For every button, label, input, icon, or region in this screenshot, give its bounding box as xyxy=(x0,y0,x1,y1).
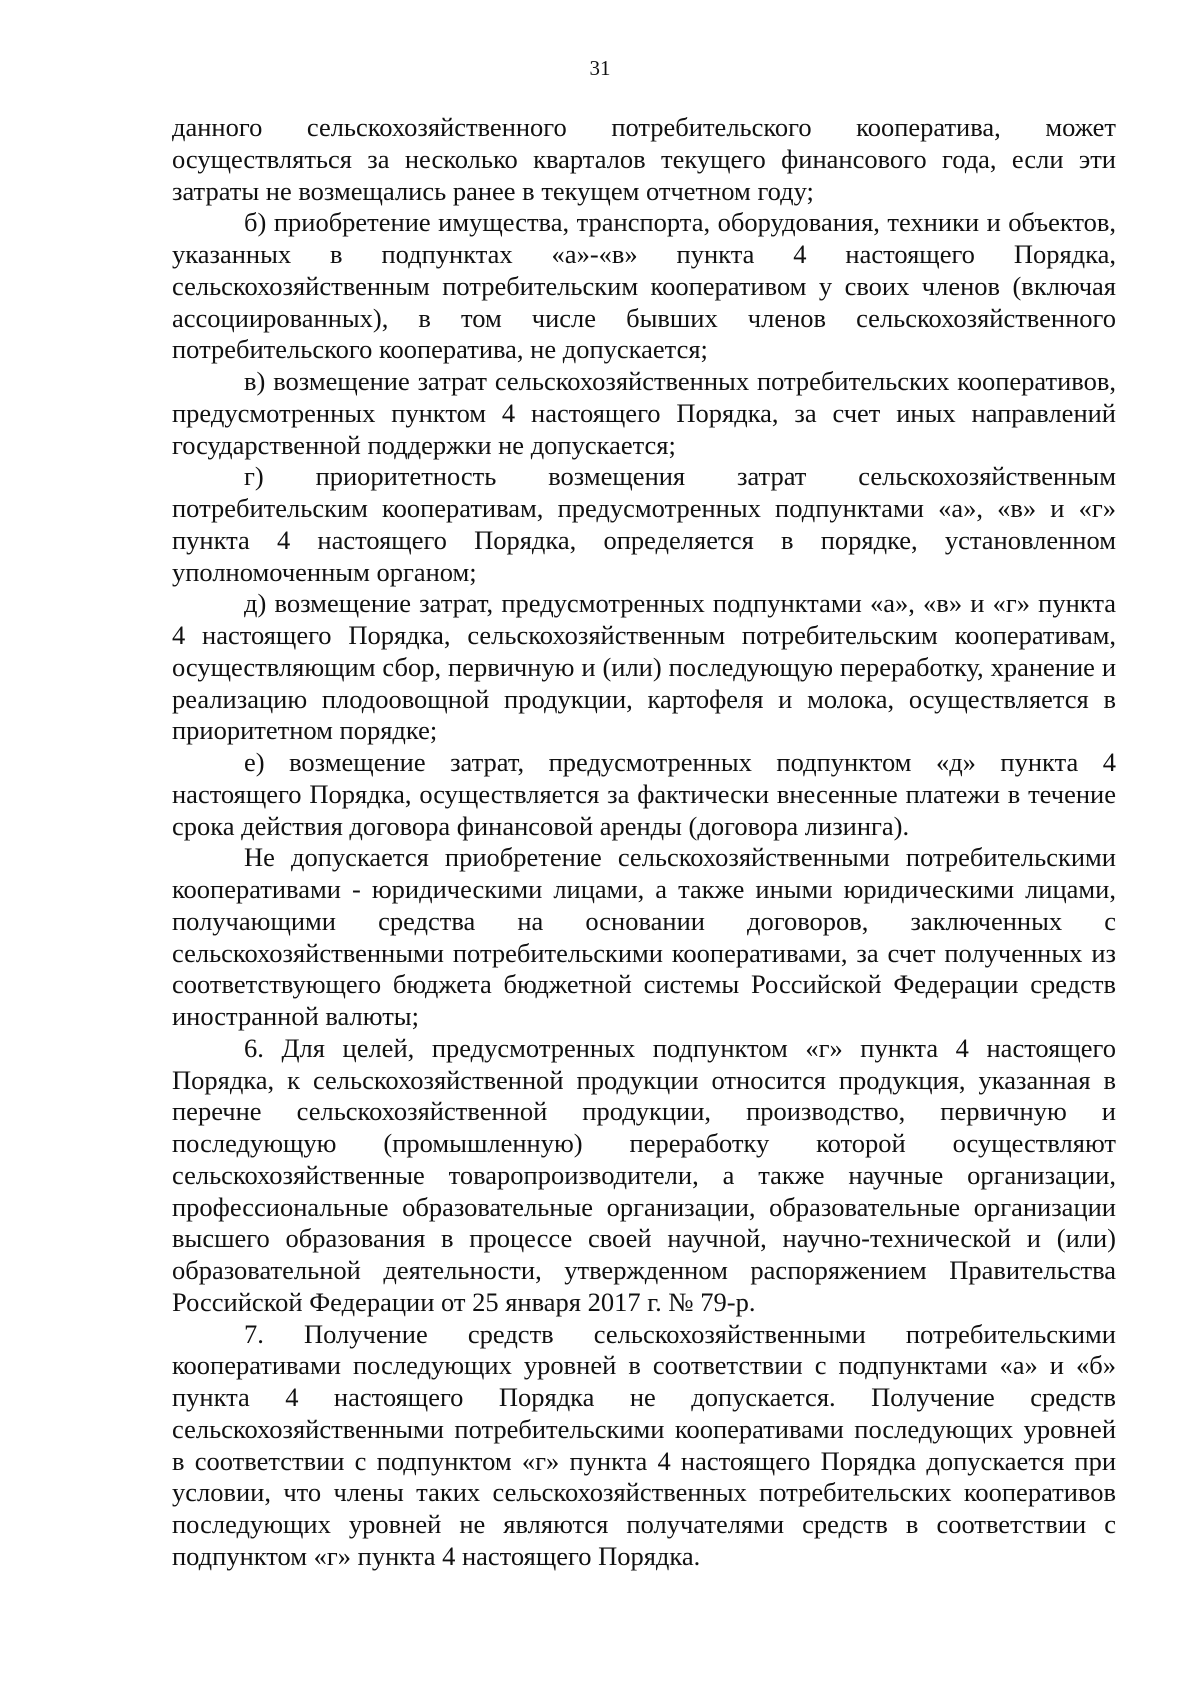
paragraph-continuation: данного сельскохозяйственного потребительского кооператива, может осуществляться за несколько кварталов текущего финансового года, если эти затраты не возмещались ранее в текущем отчетном году; xyxy=(172,112,1116,206)
document-body xyxy=(172,112,1116,1573)
paragraph-item-v: в) возмещение затрат сельскохозяйственных потребительских кооперативов, предусмотренных пунктом 4 настоящего Порядка, за счет иных направлений государственной поддержки не допускается; xyxy=(172,366,1116,460)
paragraph-section-7: 7. Получение средств сельскохозяйственными потребительскими кооперативами последующих уровней в соответствии с подпунктами «а» и «б» пункта 4 настоящего Порядка не допускается. Получение средств сельскохозяйственными потребительскими кооперативами последующих уровней в соответствии с подпунктом «г» пункта 4 настоящего Порядка допускается при условии, что члены таких сельскохозяйственных потребительских кооперативов последующих уровней не являются получателями средств в соответствии с подпунктом «г» пункта 4 настоящего Порядка. xyxy=(172,1318,1116,1571)
paragraph-item-d: д) возмещение затрат, предусмотренных подпунктами «а», «в» и «г» пункта 4 настоящего Порядка, сельскохозяйственным потребительским кооперативам, осуществляющим сбор, первичную и (или) последующую переработку, хранение и реализацию плодоовощной продукции, картофеля и молока, осуществляется в приоритетном порядке; xyxy=(172,588,1116,746)
paragraph-foreign-currency: Не допускается приобретение сельскохозяйственными потребительскими кооперативами - юридическими лицами, а также иными юридическими лицами, получающими средства на основании договоров, заключенных с сельскохозяйственными потребительскими кооперативами, за счет полученных из соответствующего бюджета бюджетной системы Российской Федерации средств иностранной валюты; xyxy=(172,842,1116,1031)
paragraph-section-6: 6. Для целей, предусмотренных подпунктом «г» пункта 4 настоящего Порядка, к сельскохозяйственной продукции относится продукция, указанная в перечне сельскохозяйственной продукции, производство, первичную и последующую (промышленную) переработку которой осуществляют сельскохозяйственные товаропроизводители, а также научные организации, профессиональные образовательные организации, образовательные организации высшего образования в процессе своей научной, научно-технической и (или) образовательной деятельности, утвержденном распоряжением Правительства Российской Федерации от 25 января 2017 г. № 79-р. xyxy=(172,1032,1116,1317)
paragraph-item-b: б) приобретение имущества, транспорта, оборудования, техники и объектов, указанных в подпунктах «а»-«в» пункта 4 настоящего Порядка, сельскохозяйственным потребительским кооперативом у своих членов (включая ассоциированных), в том числе бывших членов сельскохозяйственного потребительского кооператива, не допускается; xyxy=(172,207,1116,365)
page-number: 31 xyxy=(589,56,611,80)
paragraph-item-e: е) возмещение затрат, предусмотренных подпунктом «д» пункта 4 настоящего Порядка, осуществляется за фактически внесенные платежи в течение срока действия договора финансовой аренды (договора лизинга). xyxy=(172,747,1116,841)
paragraph-item-g: г) приоритетность возмещения затрат сельскохозяйственным потребительским кооперативам, предусмотренных подпунктами «а», «в» и «г» пункта 4 настоящего Порядка, определяется в порядке, установленном уполномоченным органом; xyxy=(172,461,1116,587)
